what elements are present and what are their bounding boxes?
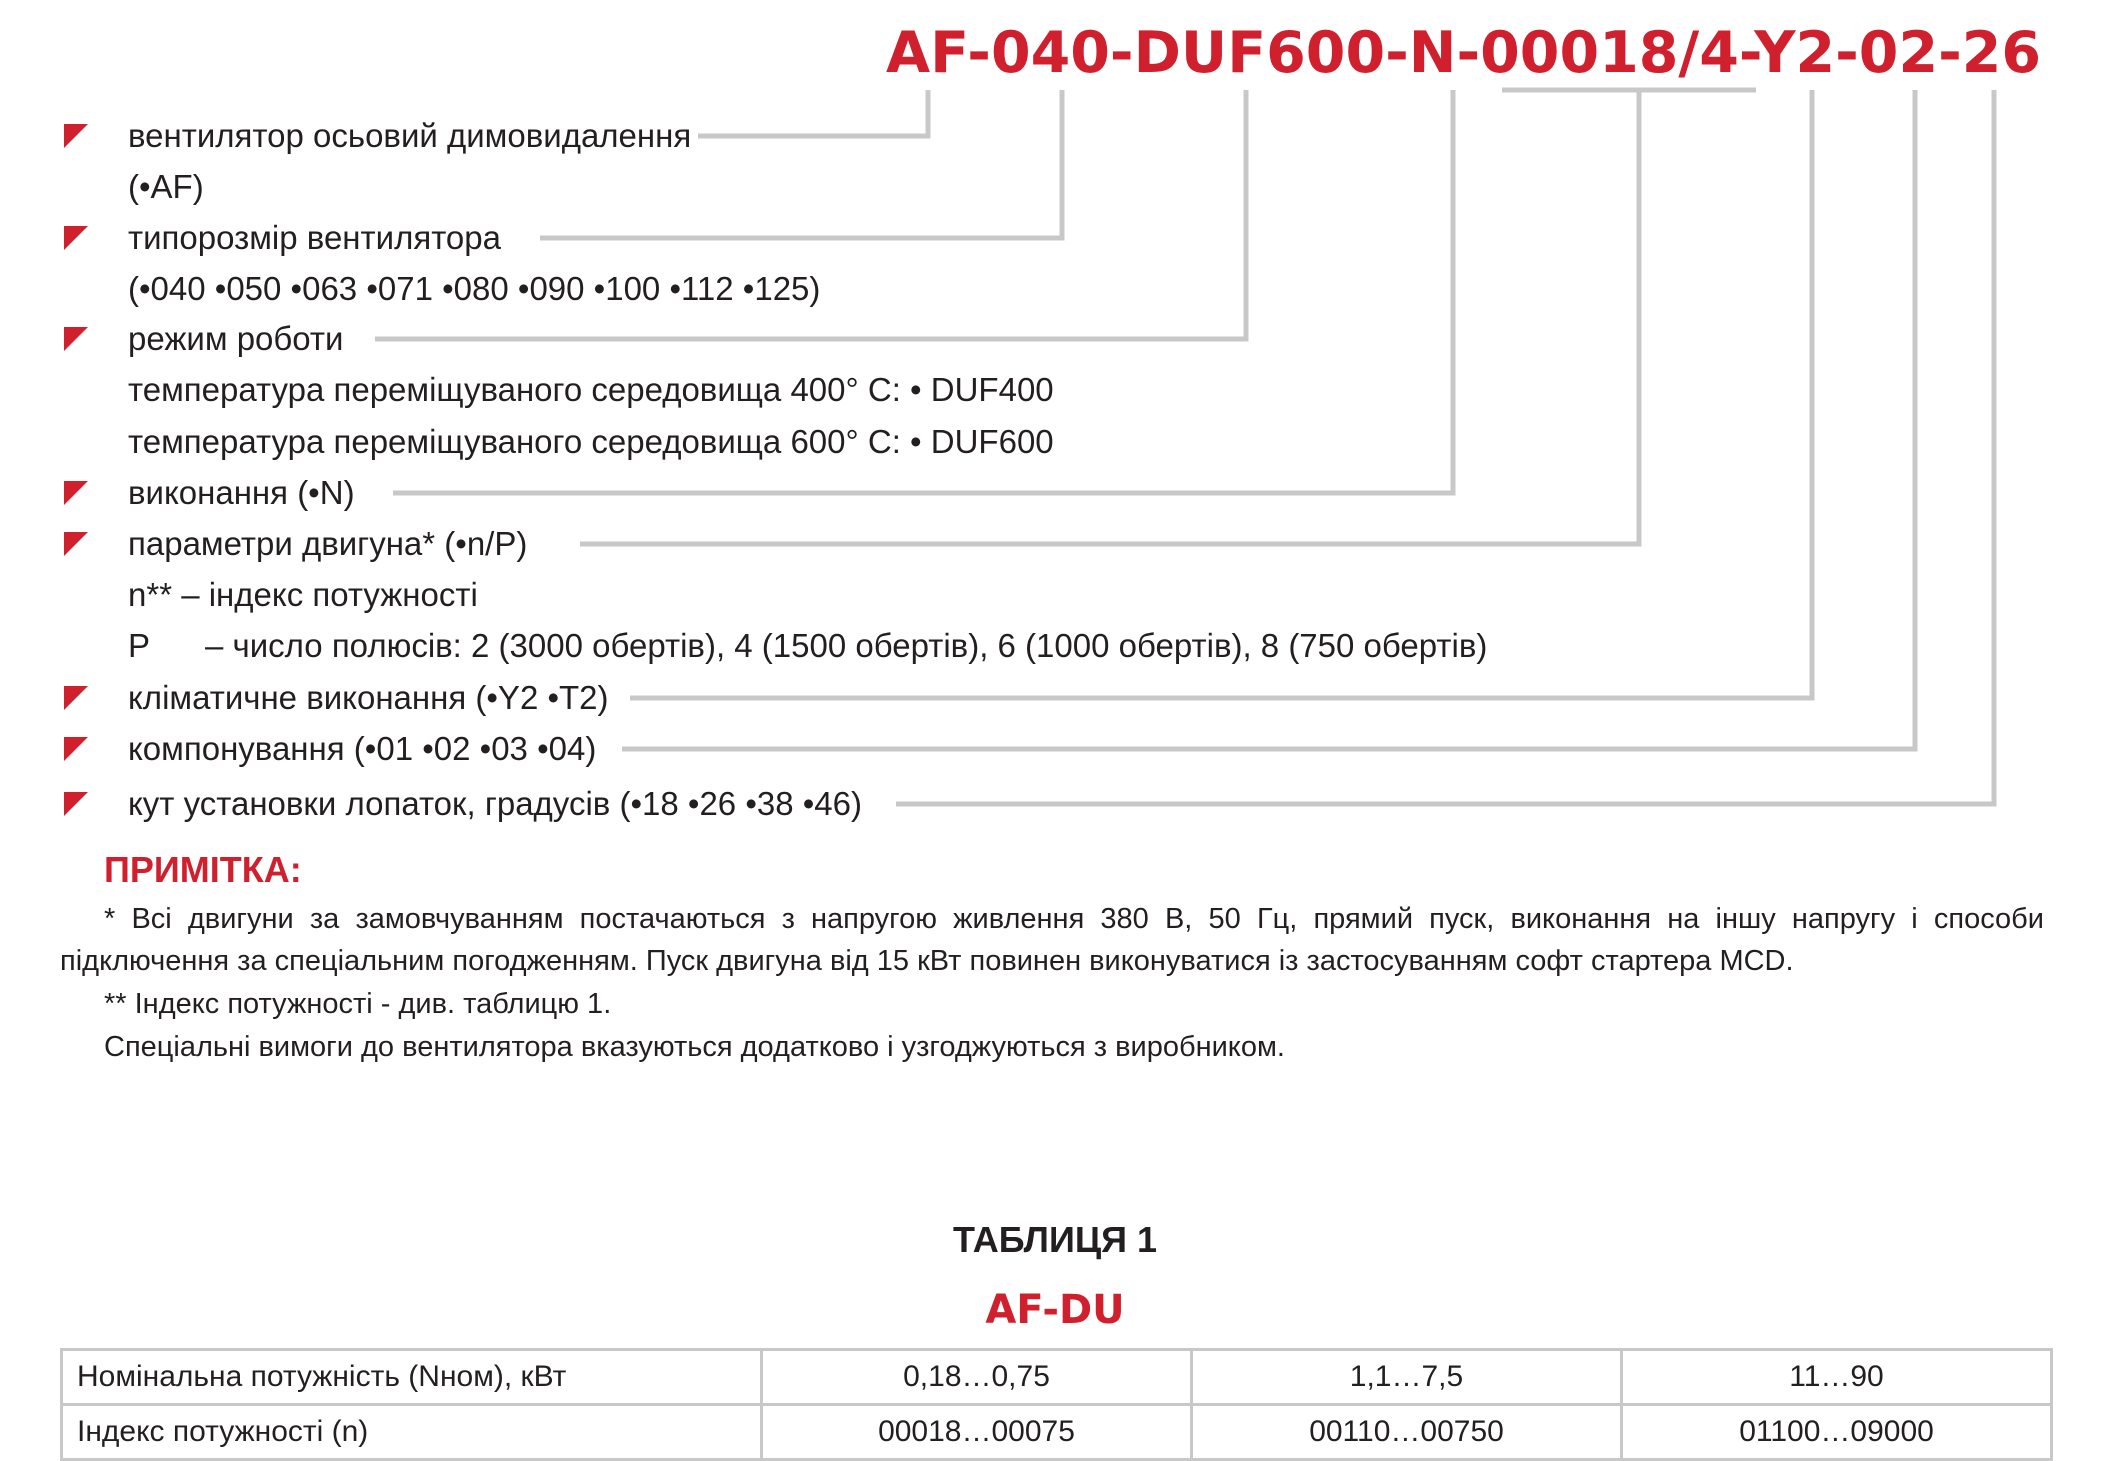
bullet-triangle-icon xyxy=(64,532,88,556)
table-cell: 00110…00750 xyxy=(1192,1405,1622,1460)
legend-detail-motor-index: n** – індекс потужності xyxy=(128,576,478,613)
bullet-triangle-icon xyxy=(64,737,88,761)
legend-title-size: типорозмір вентилятора xyxy=(128,219,501,256)
legend-title-mode: режим роботи xyxy=(128,320,344,357)
connector-line-1 xyxy=(698,90,928,136)
table-row-label: Номінальна потужність (Nном), кВт xyxy=(62,1350,762,1405)
power-index-table xyxy=(60,1348,2053,1461)
table-cell: 01100…09000 xyxy=(1622,1405,2052,1460)
table-cell: 0,18…0,75 xyxy=(762,1350,1192,1405)
legend-title-climate: кліматичне виконання (•Y2 •T2) xyxy=(128,679,609,716)
legend-detail-mode-600: температура переміщуваного середовища 600° С: • DUF600 xyxy=(128,423,1054,460)
bullet-triangle-icon xyxy=(64,124,88,148)
table-cell: 1,1…7,5 xyxy=(1192,1350,1622,1405)
note-paragraph-1-line-1: * Всі двигуни за замовчуванням постачаються з напругою живлення 380 В, 50 Гц, прямий пуск, виконання на іншу напругу і способи xyxy=(104,903,2044,935)
legend-title-fan-type: вентилятор осьовий димовидалення xyxy=(128,117,692,154)
legend-title-motor: параметри двигуна* (•n/P) xyxy=(128,525,528,562)
bullet-triangle-icon xyxy=(64,327,88,351)
note-title: ПРИМІТКА: xyxy=(104,849,302,890)
table-caption: ТАБЛИЦЯ 1 xyxy=(952,1219,1158,1260)
bullet-triangle-icon xyxy=(64,481,88,505)
note-paragraph-1-line-2: підключення за спеціальним погодженням. Пуск двигуна від 15 кВт повинен виконуватися із застосуванням софт стартера МСD. xyxy=(60,945,1794,977)
legend-detail-mode-400: температура переміщуваного середовища 400° С: • DUF400 xyxy=(128,371,1054,408)
legend-title-layout: компонування (•01 •02 •03 •04) xyxy=(128,730,597,767)
note-paragraph-2: ** Індекс потужності - див. таблицю 1. xyxy=(104,988,612,1020)
connector-line-5 xyxy=(580,90,1639,544)
legend-detail-motor-poles: Р – число полюсів: 2 (3000 обертів), 4 (1500 обертів), 6 (1000 обертів), 8 (750 обертів) xyxy=(128,627,1488,664)
table-cell: 11…90 xyxy=(1622,1350,2052,1405)
table-row xyxy=(62,1350,2052,1405)
table-row-label: Індекс потужності (n) xyxy=(62,1405,762,1460)
table-row xyxy=(62,1405,2052,1460)
bullet-triangle-icon xyxy=(64,226,88,250)
designation-code: AF-040-DUF600-N-00018/4-Y2-02-26 xyxy=(886,20,2042,86)
legend-title-execution: виконання (•N) xyxy=(128,474,355,511)
connector-line-2 xyxy=(540,90,1062,238)
table-subtitle: AF-DU xyxy=(985,1287,1125,1333)
bullet-triangle-icon xyxy=(64,686,88,710)
legend-title-blade-angle: кут установки лопаток, градусів (•18 •26 •38 •46) xyxy=(128,785,862,822)
legend-detail-fan-type: (•AF) xyxy=(128,168,204,205)
note-paragraph-3: Спеціальні вимоги до вентилятора вказуються додатково і узгоджуються з виробником. xyxy=(104,1031,1285,1063)
table-cell: 00018…00075 xyxy=(762,1405,1192,1460)
legend-detail-size: (•040 •050 •063 •071 •080 •090 •100 •112 •125) xyxy=(128,270,821,307)
bullet-triangle-icon xyxy=(64,792,88,816)
